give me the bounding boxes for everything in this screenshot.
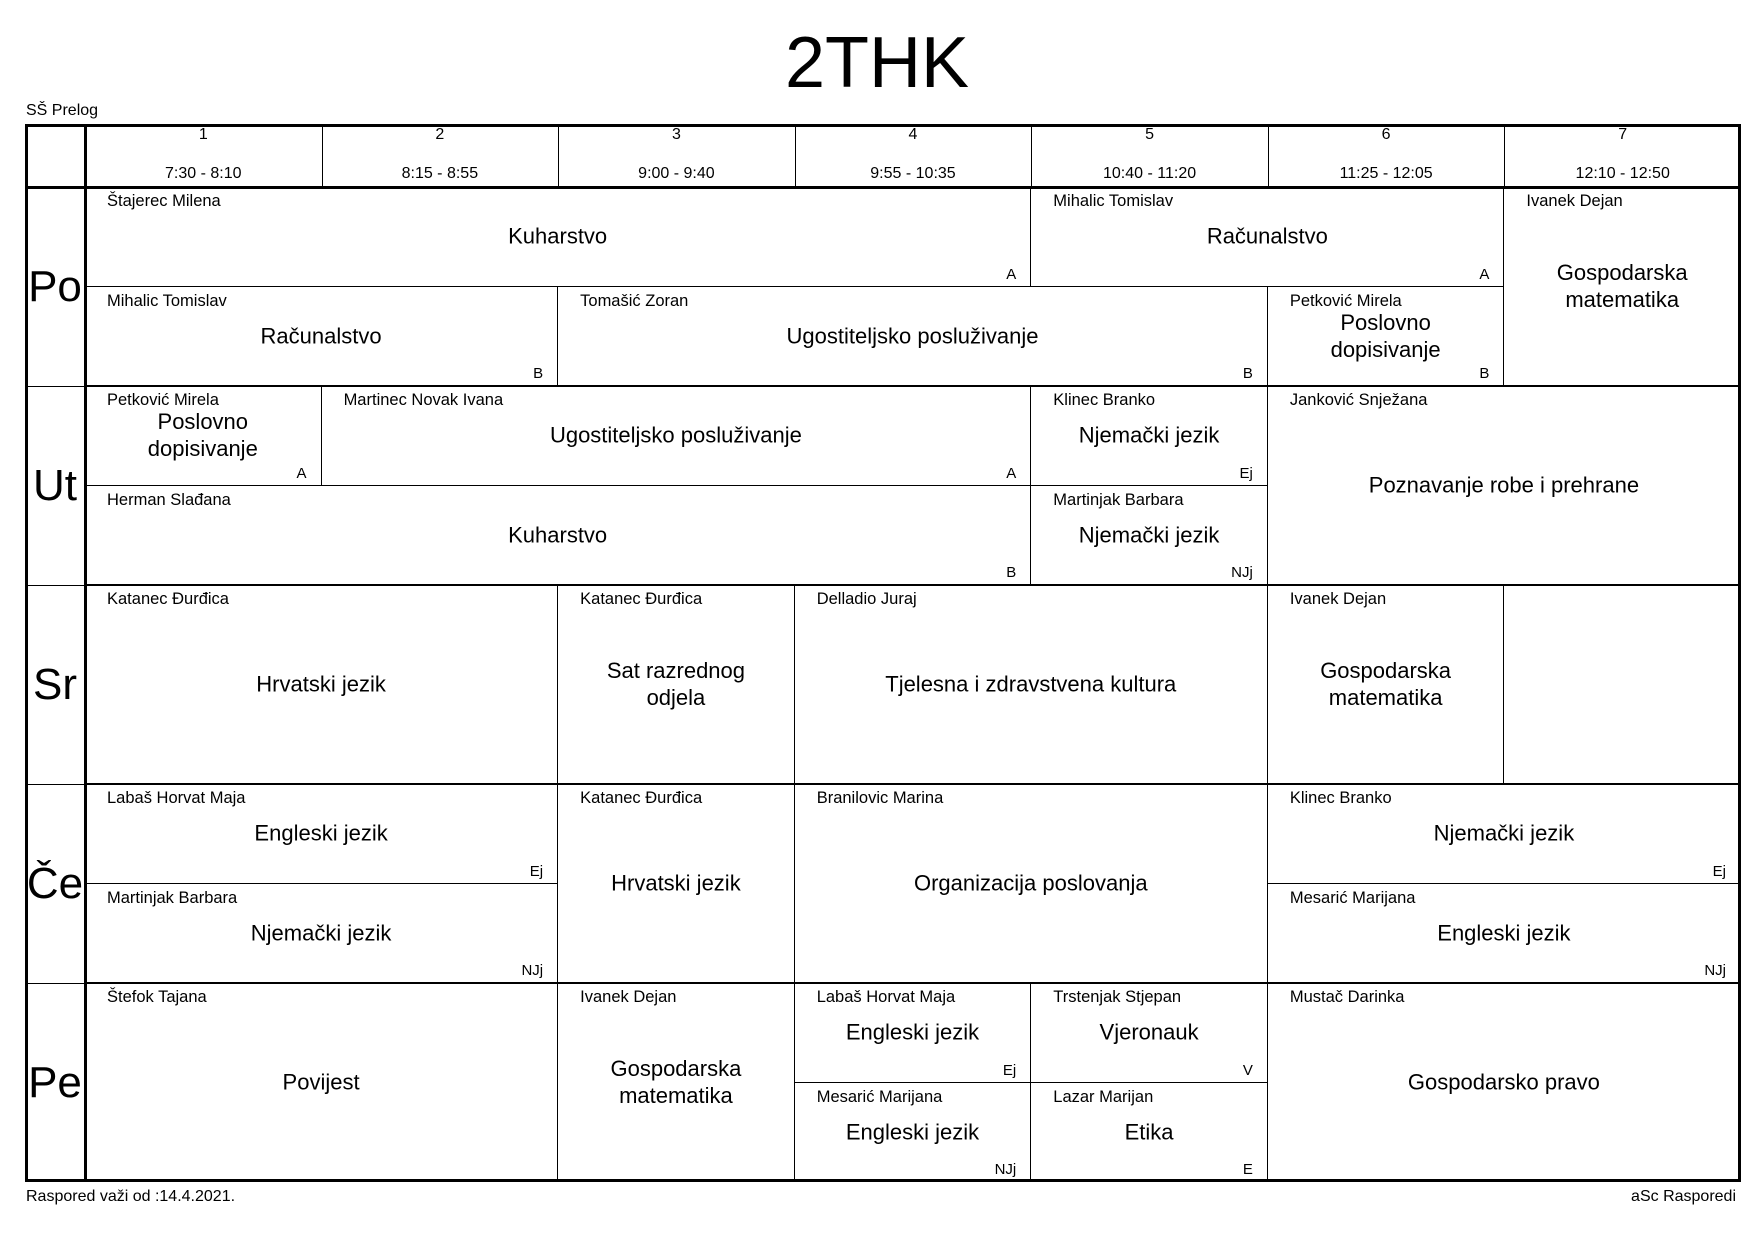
teacher-name: Mihalic Tomislav <box>1053 192 1174 210</box>
subject-name: Njemački jezik <box>250 920 392 946</box>
subject-name: Ugostiteljsko posluživanje <box>549 422 802 448</box>
subject-name: Gospodarska matematika <box>610 1056 742 1108</box>
teacher-name: Herman Slađana <box>107 490 231 509</box>
group-label: Ej <box>1712 862 1726 880</box>
teacher-name: Mihalic Tomislav <box>107 291 227 310</box>
teacher-name: Petković Mirela <box>107 391 219 409</box>
teacher-name: Katanec Đurđica <box>107 590 229 608</box>
lesson-cell <box>1504 585 1741 784</box>
subject-name: Gospodarsko pravo <box>1407 1069 1600 1095</box>
subject-name: Vjeronauk <box>1099 1019 1199 1045</box>
vertical-rule <box>1504 124 1505 187</box>
lesson-cell <box>1031 1083 1268 1183</box>
teacher-name: Klinec Branko <box>1053 391 1156 409</box>
teacher-name: Martinjak Barbara <box>1053 490 1184 509</box>
lesson-cell <box>85 585 558 784</box>
teacher-name: Katanec Đurđica <box>580 789 703 807</box>
period-number: 3 <box>671 126 681 143</box>
teacher-name: Delladio Juraj <box>816 590 917 608</box>
school-name: SŠ Prelog <box>26 102 99 119</box>
subject-name: Engleski jezik <box>845 1119 980 1145</box>
subject-name: Hrvatski jezik <box>256 671 386 697</box>
subject-name: Engleski jezik <box>845 1019 980 1045</box>
teacher-name: Klinec Branko <box>1289 789 1392 807</box>
teacher-name: Martinjak Barbara <box>107 888 238 907</box>
subject-name: Gospodarska matematika <box>1320 658 1452 710</box>
period-header-1 <box>85 124 322 187</box>
subject-name: Njemački jezik <box>1078 522 1220 548</box>
group-label: Ej <box>1002 1061 1017 1079</box>
horizontal-rule <box>25 186 1741 189</box>
subject-name: Hrvatski jezik <box>611 870 741 896</box>
group-label: NJj <box>994 1161 1017 1178</box>
lesson-cell <box>1268 884 1741 984</box>
lesson-cell <box>1031 386 1268 486</box>
vertical-rule <box>84 124 87 1182</box>
horizontal-rule <box>25 784 1741 785</box>
lesson-cell <box>85 386 322 486</box>
period-number: 1 <box>198 126 208 143</box>
lesson-cell <box>558 983 795 1182</box>
teacher-name: Ivanek Dejan <box>1289 590 1387 608</box>
lesson-cell <box>558 784 795 983</box>
period-header-7 <box>1504 124 1741 187</box>
group-label: NJj <box>1704 962 1726 979</box>
day-label-2: Ut <box>33 460 77 510</box>
period-time: 8:15 - 8:55 <box>401 165 479 182</box>
teacher-name: Štefok Tajana <box>107 988 207 1006</box>
teacher-name: Branilovic Marina <box>816 789 944 807</box>
subject-name: Engleski jezik <box>1437 920 1571 946</box>
teacher-name: Labaš Horvat Maja <box>816 988 956 1006</box>
subject-name: Engleski jezik <box>254 820 388 846</box>
horizontal-rule <box>25 585 1741 586</box>
subject-name: Poznavanje robe i prehrane <box>1368 472 1640 498</box>
lesson-cell <box>85 187 1031 287</box>
teacher-name: Labaš Horvat Maja <box>107 789 246 807</box>
group-label: NJj <box>1231 564 1253 581</box>
teacher-name: Ivanek Dejan <box>580 988 677 1006</box>
period-header-6 <box>1268 124 1505 187</box>
software-credit: aSc Rasporedi <box>1631 1188 1736 1205</box>
group-label: B <box>1242 365 1253 382</box>
group-label: B <box>533 365 544 382</box>
period-header-3 <box>558 124 795 187</box>
teacher-name: Petković Mirela <box>1289 291 1402 310</box>
period-time: 9:00 - 9:40 <box>638 165 715 182</box>
day-label-3: Sr <box>33 659 77 709</box>
subject-name: Sat razrednog odjela <box>606 658 746 710</box>
subject-name: Ugostiteljsko posluživanje <box>786 323 1039 349</box>
vertical-rule <box>322 124 323 187</box>
subject-name: Etika <box>1124 1119 1174 1145</box>
period-time: 11:25 - 12:05 <box>1339 165 1433 182</box>
period-header-5 <box>1031 124 1268 187</box>
lesson-cell <box>85 983 558 1182</box>
period-number: 2 <box>435 126 445 143</box>
lesson-cell <box>85 287 558 387</box>
teacher-name: Mesarić Marijana <box>1289 888 1416 907</box>
lesson-cell <box>795 585 1268 784</box>
subject-name: Računalstvo <box>1206 223 1328 249</box>
group-label: B <box>1006 564 1017 581</box>
subject-name: Njemački jezik <box>1078 422 1220 448</box>
day-label-1: Po <box>28 261 82 311</box>
lesson-cell <box>85 884 558 984</box>
subject-name: Gospodarska matematika <box>1556 260 1688 312</box>
teacher-name: Martinec Novak Ivana <box>343 391 504 409</box>
lesson-cell <box>1031 486 1268 586</box>
vertical-rule <box>1031 124 1032 187</box>
group-label: V <box>1242 1061 1253 1079</box>
period-time: 10:40 - 11:20 <box>1103 165 1197 182</box>
period-time: 9:55 - 10:35 <box>870 165 956 182</box>
teacher-name: Mustač Darinka <box>1289 988 1405 1006</box>
vertical-rule <box>1268 124 1269 187</box>
teacher-name: Mesarić Marijana <box>816 1087 943 1106</box>
day-label-4: Če <box>26 858 84 908</box>
period-header-4 <box>795 124 1032 187</box>
group-label: A <box>1006 464 1017 482</box>
subject-name: Kuharstvo <box>508 522 608 548</box>
lesson-cell <box>1268 983 1741 1182</box>
teacher-name: Katanec Đurđica <box>580 590 703 608</box>
period-header-2 <box>322 124 559 187</box>
group-label: NJj <box>521 962 544 979</box>
subject-name: Povijest <box>282 1069 360 1095</box>
lesson-cell <box>1268 386 1741 585</box>
lesson-cell <box>1031 187 1504 287</box>
period-time: 12:10 - 12:50 <box>1575 165 1670 182</box>
teacher-name: Ivanek Dejan <box>1526 192 1623 210</box>
teacher-name: Lazar Marijan <box>1053 1087 1154 1106</box>
teacher-name: Janković Snježana <box>1289 391 1428 409</box>
subject-name: Kuharstvo <box>508 223 608 249</box>
lesson-cell <box>1268 585 1505 784</box>
period-number: 5 <box>1145 126 1155 143</box>
subject-name: Poslovno dopisivanje <box>1330 309 1441 362</box>
group-label: Ej <box>529 862 544 880</box>
group-label: B <box>1479 365 1490 382</box>
horizontal-rule <box>25 386 1741 387</box>
period-time: 7:30 - 8:10 <box>165 165 242 182</box>
lesson-cell <box>795 1083 1032 1183</box>
lesson-cell <box>1504 187 1741 386</box>
group-label: E <box>1242 1161 1253 1178</box>
lesson-cell <box>85 784 558 884</box>
period-number: 4 <box>908 126 918 143</box>
subject-name: Njemački jezik <box>1433 820 1575 846</box>
subject-name: Tjelesna i zdravstvena kultura <box>885 671 1177 697</box>
timetable-grid <box>25 124 1741 1182</box>
horizontal-rule <box>25 983 1741 984</box>
subject-name: Organizacija poslovanja <box>913 870 1148 896</box>
lesson-cell <box>85 486 1031 586</box>
period-number: 6 <box>1381 126 1391 143</box>
page-title: 2THK <box>784 23 970 103</box>
lesson-cell <box>795 983 1032 1083</box>
teacher-name: Štajerec Milena <box>107 192 221 210</box>
day-label-5: Pe <box>28 1057 82 1107</box>
lesson-cell <box>558 287 1268 387</box>
lesson-cell <box>322 386 1032 486</box>
vertical-rule <box>795 124 796 187</box>
subject-name: Poslovno dopisivanje <box>147 409 258 462</box>
group-label: A <box>296 464 307 482</box>
group-label: A <box>1479 265 1490 283</box>
lesson-cell <box>795 784 1268 983</box>
vertical-rule <box>558 124 559 187</box>
group-label: A <box>1006 265 1017 283</box>
teacher-name: Trstenjak Stjepan <box>1053 988 1182 1006</box>
group-label: Ej <box>1239 464 1253 482</box>
subject-name: Računalstvo <box>260 323 382 349</box>
teacher-name: Tomašić Zoran <box>580 291 689 310</box>
lesson-cell <box>558 585 795 784</box>
lesson-cell <box>1268 287 1505 387</box>
period-number: 7 <box>1618 126 1628 143</box>
lesson-cell <box>1268 784 1741 884</box>
lesson-cell <box>1031 983 1268 1083</box>
valid-from-note: Raspored važi od :14.4.2021. <box>26 1188 236 1205</box>
